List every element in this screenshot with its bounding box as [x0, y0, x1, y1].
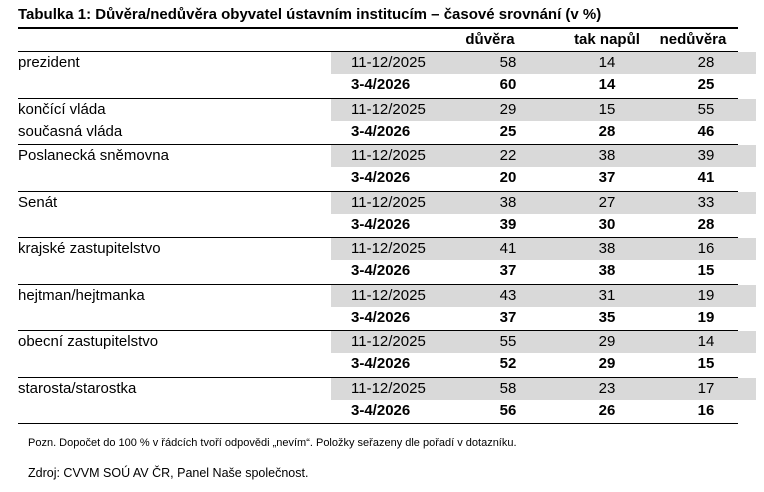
period-cell: 3-4/2026: [351, 169, 411, 186]
duvera-cell: 39: [499, 215, 517, 233]
duvera-cell: 60: [499, 76, 517, 93]
tak-napul-cell: 26: [598, 401, 616, 419]
duvera-cell: 22: [499, 147, 517, 164]
table-row-current: [331, 260, 756, 282]
table-row-previous: [331, 238, 756, 260]
period-cell: 11-12/2025: [351, 147, 426, 164]
institution-label: krajské zastupitelstvo: [18, 240, 161, 257]
table-group: [18, 145, 738, 192]
table-group: [18, 99, 738, 146]
neduvera-cell: 46: [697, 122, 715, 140]
table-group: [18, 378, 738, 425]
table-row-current: [331, 307, 756, 329]
institution-label: končící vláda: [18, 100, 106, 118]
neduvera-cell: 15: [697, 355, 715, 372]
duvera-cell: 41: [499, 240, 517, 257]
neduvera-cell: 16: [697, 401, 715, 419]
table-group: [18, 192, 738, 239]
tak-napul-cell: 29: [598, 333, 616, 350]
column-header-duvera: důvěra: [465, 31, 515, 48]
institution-label: Poslanecká sněmovna: [18, 147, 169, 164]
duvera-cell: 29: [499, 100, 517, 118]
tak-napul-cell: 38: [598, 240, 616, 257]
table-row-previous: [331, 378, 756, 400]
table-row-current: [331, 167, 756, 189]
column-header-neduvera: nedůvěra: [659, 31, 727, 48]
duvera-cell: 38: [499, 193, 517, 211]
tak-napul-cell: 30: [598, 215, 616, 233]
neduvera-cell: 55: [697, 100, 715, 118]
neduvera-cell: 19: [697, 308, 715, 326]
table-row-previous: [331, 285, 756, 307]
period-cell: 3-4/2026: [351, 401, 411, 419]
tak-napul-cell: 15: [598, 100, 616, 118]
neduvera-cell: 25: [697, 76, 715, 93]
period-cell: 3-4/2026: [351, 122, 411, 140]
tak-napul-cell: 38: [598, 147, 616, 164]
tak-napul-cell: 14: [598, 76, 616, 93]
period-cell: 11-12/2025: [351, 100, 426, 118]
table-group: [18, 285, 738, 332]
table-group: [18, 331, 738, 378]
table-row-current: [331, 121, 756, 143]
duvera-cell: 37: [499, 308, 517, 326]
table-row-current: [331, 400, 756, 422]
table-row-previous: [331, 52, 756, 74]
duvera-cell: 58: [499, 379, 517, 397]
institution-label: obecní zastupitelstvo: [18, 333, 159, 350]
neduvera-cell: 41: [697, 169, 715, 186]
table-row-current: [331, 74, 756, 96]
period-cell: 11-12/2025: [351, 193, 426, 211]
neduvera-cell: 15: [697, 262, 715, 279]
tak-napul-cell: 38: [598, 262, 616, 279]
neduvera-cell: 16: [697, 240, 715, 257]
table-row-previous: [331, 145, 756, 167]
column-header-tak-napul: tak napůl: [574, 31, 640, 48]
duvera-cell: 58: [499, 54, 517, 71]
period-cell: 11-12/2025: [351, 286, 426, 304]
neduvera-cell: 39: [697, 147, 715, 164]
institution-label: starosta/starostka: [18, 379, 137, 397]
period-cell: 11-12/2025: [351, 54, 426, 71]
institution-label-secondary: současná vláda: [18, 122, 123, 140]
tak-napul-cell: 14: [598, 54, 616, 71]
table-row-current: [331, 214, 756, 236]
institution-label: prezident: [18, 54, 80, 71]
tak-napul-cell: 28: [598, 122, 616, 140]
table-group: [18, 52, 738, 99]
tak-napul-cell: 23: [598, 379, 616, 397]
neduvera-cell: 28: [697, 215, 715, 233]
duvera-cell: 20: [499, 169, 517, 186]
duvera-cell: 52: [499, 355, 517, 372]
neduvera-cell: 33: [697, 193, 715, 211]
duvera-cell: 25: [499, 122, 517, 140]
period-cell: 3-4/2026: [351, 308, 411, 326]
duvera-cell: 55: [499, 333, 517, 350]
neduvera-cell: 17: [697, 379, 715, 397]
period-cell: 11-12/2025: [351, 333, 426, 350]
period-cell: 11-12/2025: [351, 240, 426, 257]
period-cell: 11-12/2025: [351, 379, 426, 397]
tak-napul-cell: 27: [598, 193, 616, 211]
table-row-previous: [331, 331, 756, 353]
institution-label: Senát: [18, 193, 58, 211]
table-row-current: [331, 353, 756, 375]
period-cell: 3-4/2026: [351, 76, 411, 93]
duvera-cell: 37: [499, 262, 517, 279]
period-cell: 3-4/2026: [351, 215, 411, 233]
table-note: Pozn. Dopočet do 100 % v řádcích tvoří odpovědi „nevím“. Položky seřazeny dle pořadí v dotazníku.: [28, 437, 517, 449]
duvera-cell: 43: [499, 286, 517, 304]
group-rule: [18, 423, 738, 424]
period-cell: 3-4/2026: [351, 262, 411, 279]
table-title: Tabulka 1: Důvěra/nedůvěra obyvatel ústavním institucím – časové srovnání (v %): [18, 6, 602, 23]
tak-napul-cell: 29: [598, 355, 616, 372]
tak-napul-cell: 35: [598, 308, 616, 326]
table-group: [18, 238, 738, 285]
table-row-previous: [331, 99, 756, 121]
neduvera-cell: 19: [697, 286, 715, 304]
table-row-previous: [331, 192, 756, 214]
period-cell: 3-4/2026: [351, 355, 411, 372]
tak-napul-cell: 37: [598, 169, 616, 186]
institution-label: hejtman/hejtmanka: [18, 286, 145, 304]
neduvera-cell: 14: [697, 333, 715, 350]
duvera-cell: 56: [499, 401, 517, 419]
neduvera-cell: 28: [697, 54, 715, 71]
top-rule: [18, 27, 738, 29]
tak-napul-cell: 31: [598, 286, 616, 304]
table-source: Zdroj: CVVM SOÚ AV ČR, Panel Naše společnost.: [28, 466, 309, 480]
